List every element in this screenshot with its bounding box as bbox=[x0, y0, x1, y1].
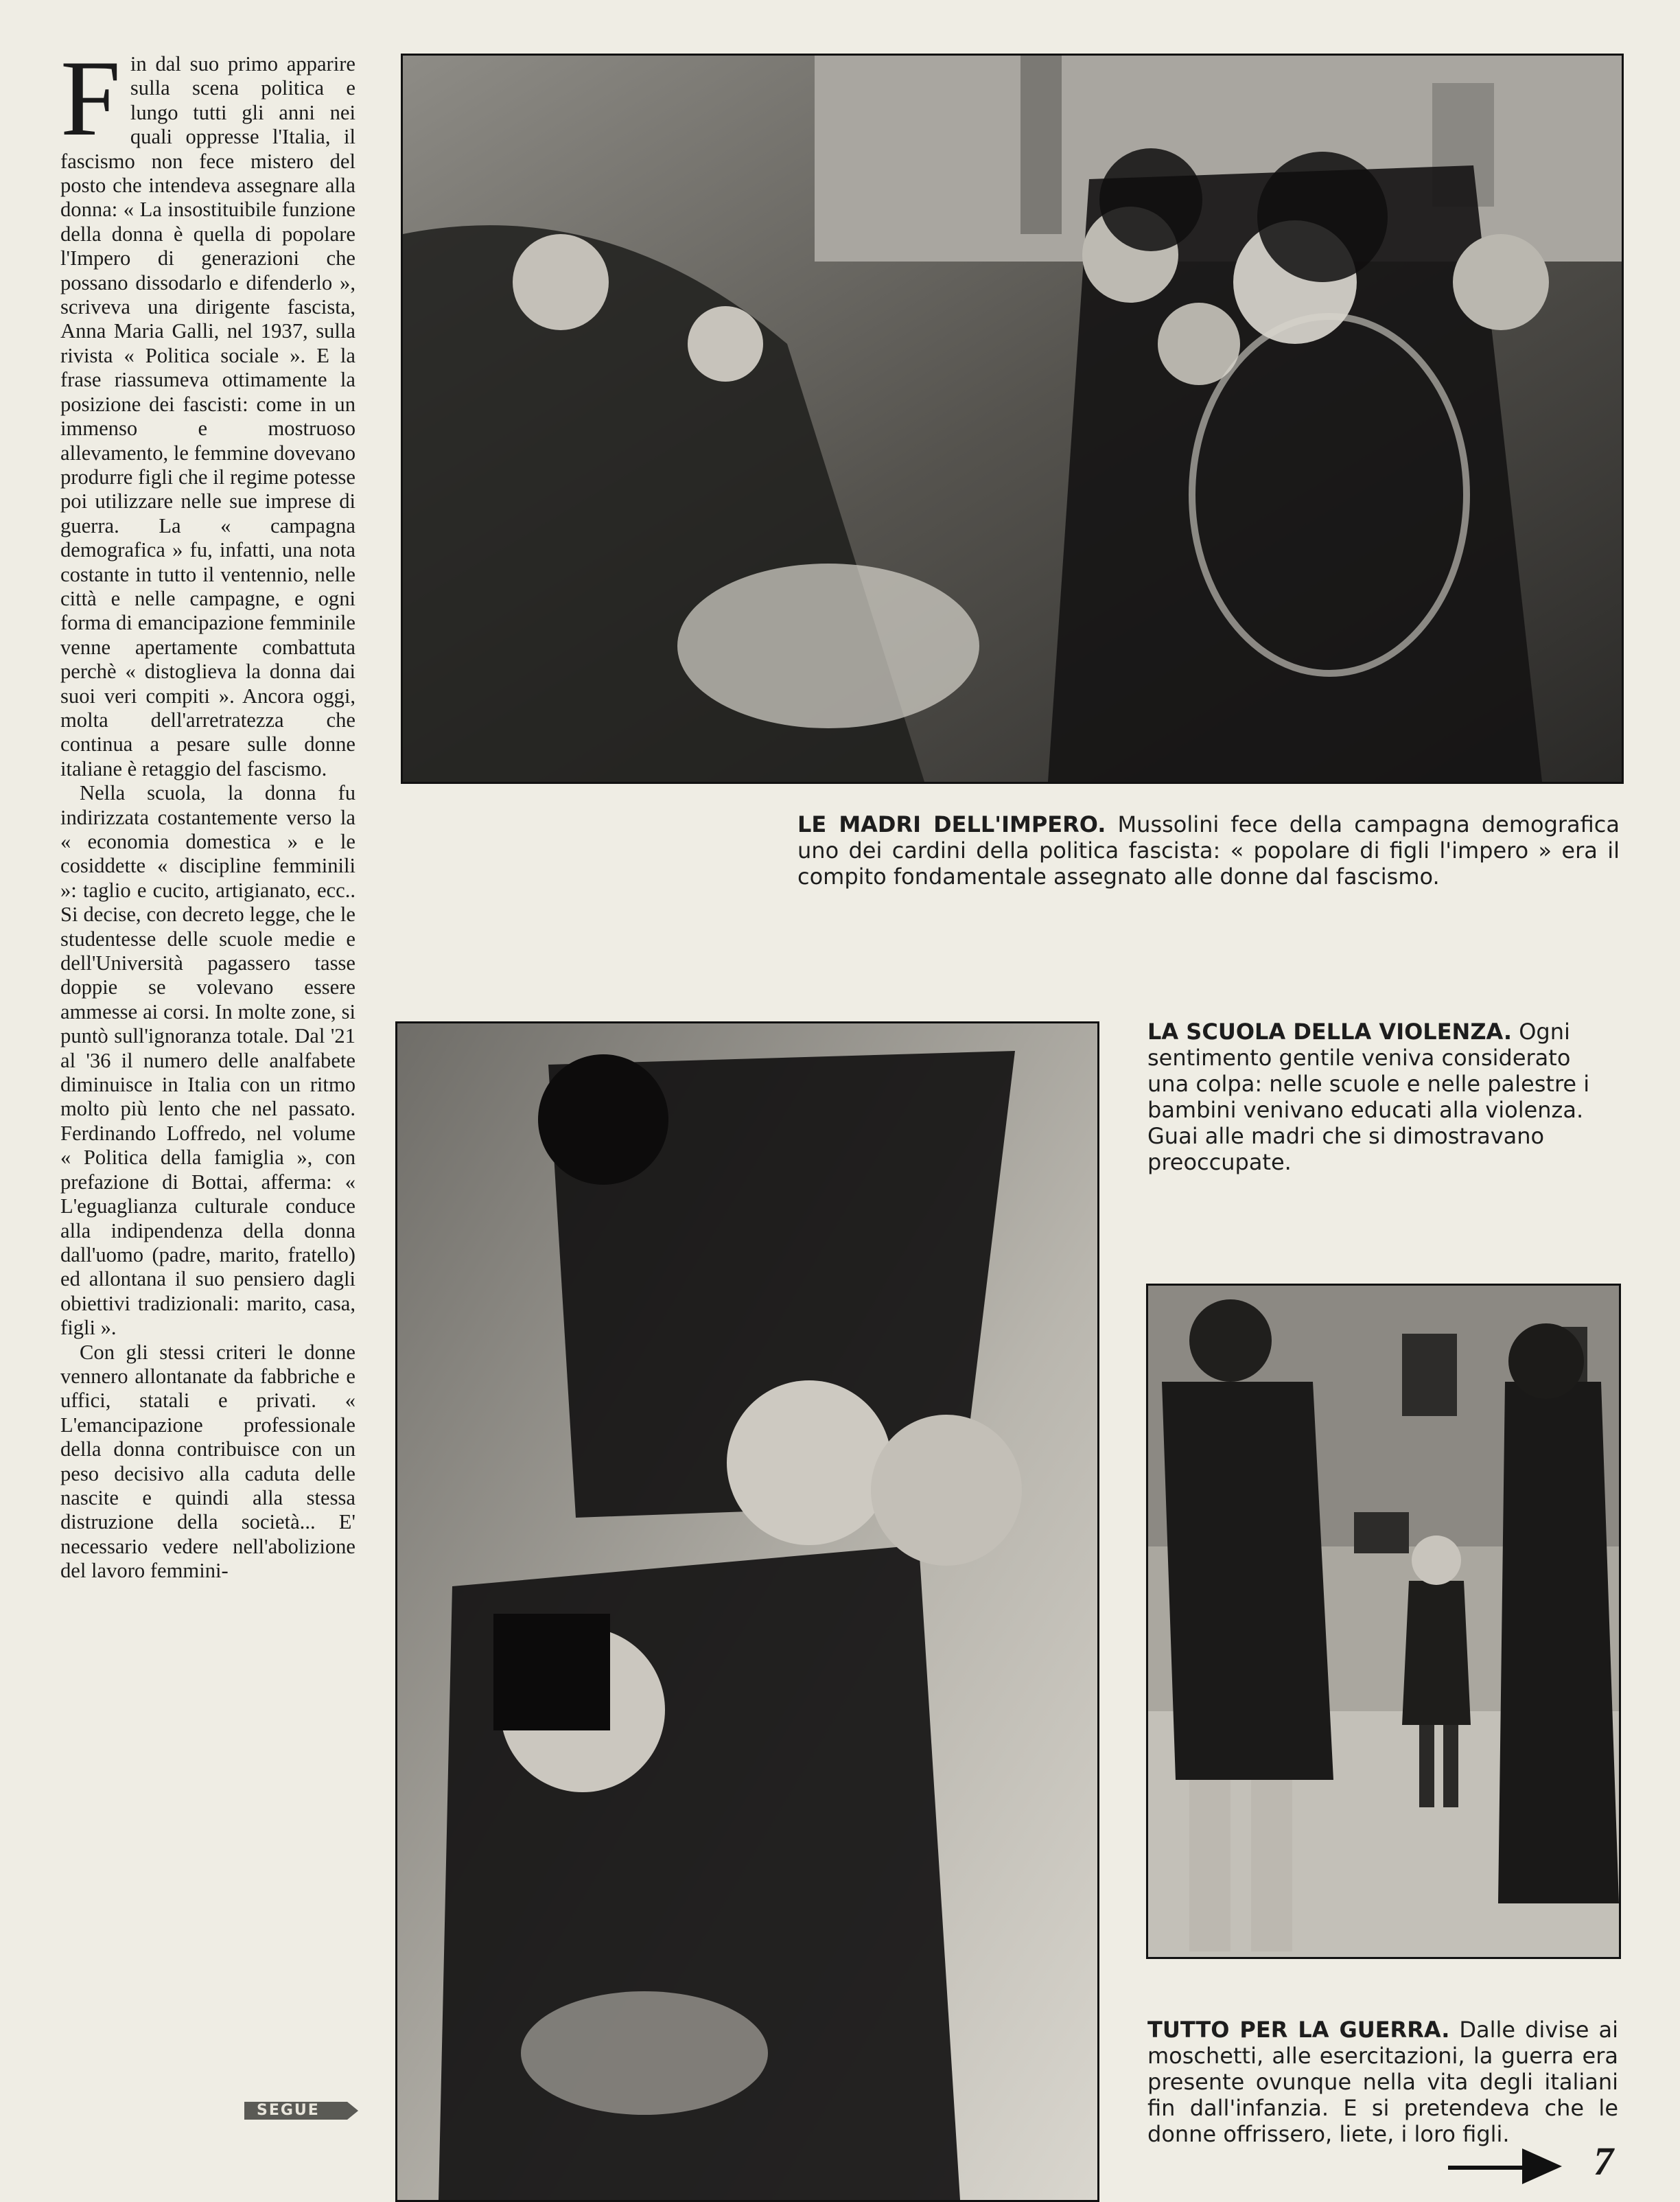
caption-madri-text: Mussolini fece della campagna demografica uno dei cardini della politica fascista: « popolare di figli l'impero » era il compito fondamentale assegnato alle donne dal fascismo. bbox=[797, 811, 1620, 890]
article-column bbox=[60, 38, 355, 1584]
caption-guerra-text: Dalle divise ai moschetti, alle esercitazioni, la guerra era presente ovunque nella vita degli italiani fin dall'infanzia. E si pretendeva che le donne offrissero, liete, i loro figli. bbox=[1147, 2017, 1619, 2147]
caption-scuola bbox=[1147, 1019, 1618, 1175]
caption-scuola-text: Ogni sentimento gentile veniva considerato una colpa: nelle scuole e nelle palestre i bambini venivano educati alla violenza. Guai alle madri che si dimostravano preoccupate. bbox=[1147, 1019, 1590, 1175]
caption-madri bbox=[797, 811, 1620, 890]
photo-violence-school bbox=[395, 1021, 1099, 2202]
article-paragraph-3: Con gli stessi criteri le donne vennero allontanate da fabbriche e uffici, statali e privati. « L'emancipazione professionale della donna contribuisce con un peso decisivo alla caduta delle nascite e quindi alla stessa distruzione della società... E' necessario vedere nell'abolizione del lavoro femmini- bbox=[60, 1340, 355, 1583]
photo-all-for-war bbox=[1146, 1284, 1621, 1959]
article-paragraph-1 bbox=[60, 38, 355, 781]
caption-guerra-title: TUTTO PER LA GUERRA. bbox=[1147, 2017, 1450, 2043]
caption-scuola-title: LA SCUOLA DELLA VIOLENZA. bbox=[1147, 1019, 1513, 1045]
caption-guerra bbox=[1147, 2017, 1618, 2147]
next-page-arrow-icon bbox=[1448, 2147, 1565, 2186]
page-number: 7 bbox=[1594, 2139, 1613, 2183]
drop-cap: F bbox=[60, 38, 121, 159]
article-paragraph-2: Nella scuola, la donna fu indirizzata costantemente verso la « economia domestica » e le cosiddette « discipline femminili »: taglio e cucito, artigianato, ecc.. Si decise, con decreto legge, che le studentesse delle scuole medie e dell'Università pagassero tasse doppie se volevano essere ammesse ai corsi. In molte zone, si puntò sull'ignoranza totale. Dal '21 al '36 il numero delle analfabete diminuisce in Italia con un ritmo molto più lento che nel passato. Ferdinando Loffredo, nel volume « Politica della famiglia », con prefazione di Bottai, afferma: « L'eguaglianza culturale conduce alla indipendenza della donna dall'uomo (padre, marito, fratello) ed allontana il suo pensiero dagli obiettivi tradizionali: marito, casa, figli ». bbox=[60, 781, 355, 1340]
segue-label: SEGUE bbox=[257, 2102, 320, 2119]
segue-marker bbox=[244, 2099, 361, 2122]
caption-madri-title: LE MADRI DELL'IMPERO. bbox=[797, 811, 1106, 837]
paragraph-1-text: in dal suo primo apparire sulla scena politica e lungo tutti gli anni nei quali oppresse l'Italia, il fascismo non fece mistero del posto che intendeva assegnare alla donna: « La insostituibile funzione della donna è quella di popolare l'Impero di generazioni che possano dissodarlo e difenderlo », scriveva una dirigente fascista, Anna Maria Galli, nel 1937, sulla rivista « Politica sociale ». E la frase riassumeva ottimamente la posizione dei fascisti: come in un immenso e mostruoso allevamento, le femmine dovevano produrre figli che il regime potesse poi utilizzare nelle sue imprese di guerra. La « campagna demografica » fu, infatti, una nota costante in tutto il ventennio, nelle città e nelle campagne, e ogni forma di emancipazione femminile venne apertamente combattuta perchè « distoglieva la donna dai suoi veri compiti ». Ancora oggi, molta dell'arretratezza che continua a pesare sulle donne italiane è retaggio del fascismo. bbox=[60, 52, 355, 780]
photo-mothers-of-empire bbox=[401, 54, 1624, 784]
